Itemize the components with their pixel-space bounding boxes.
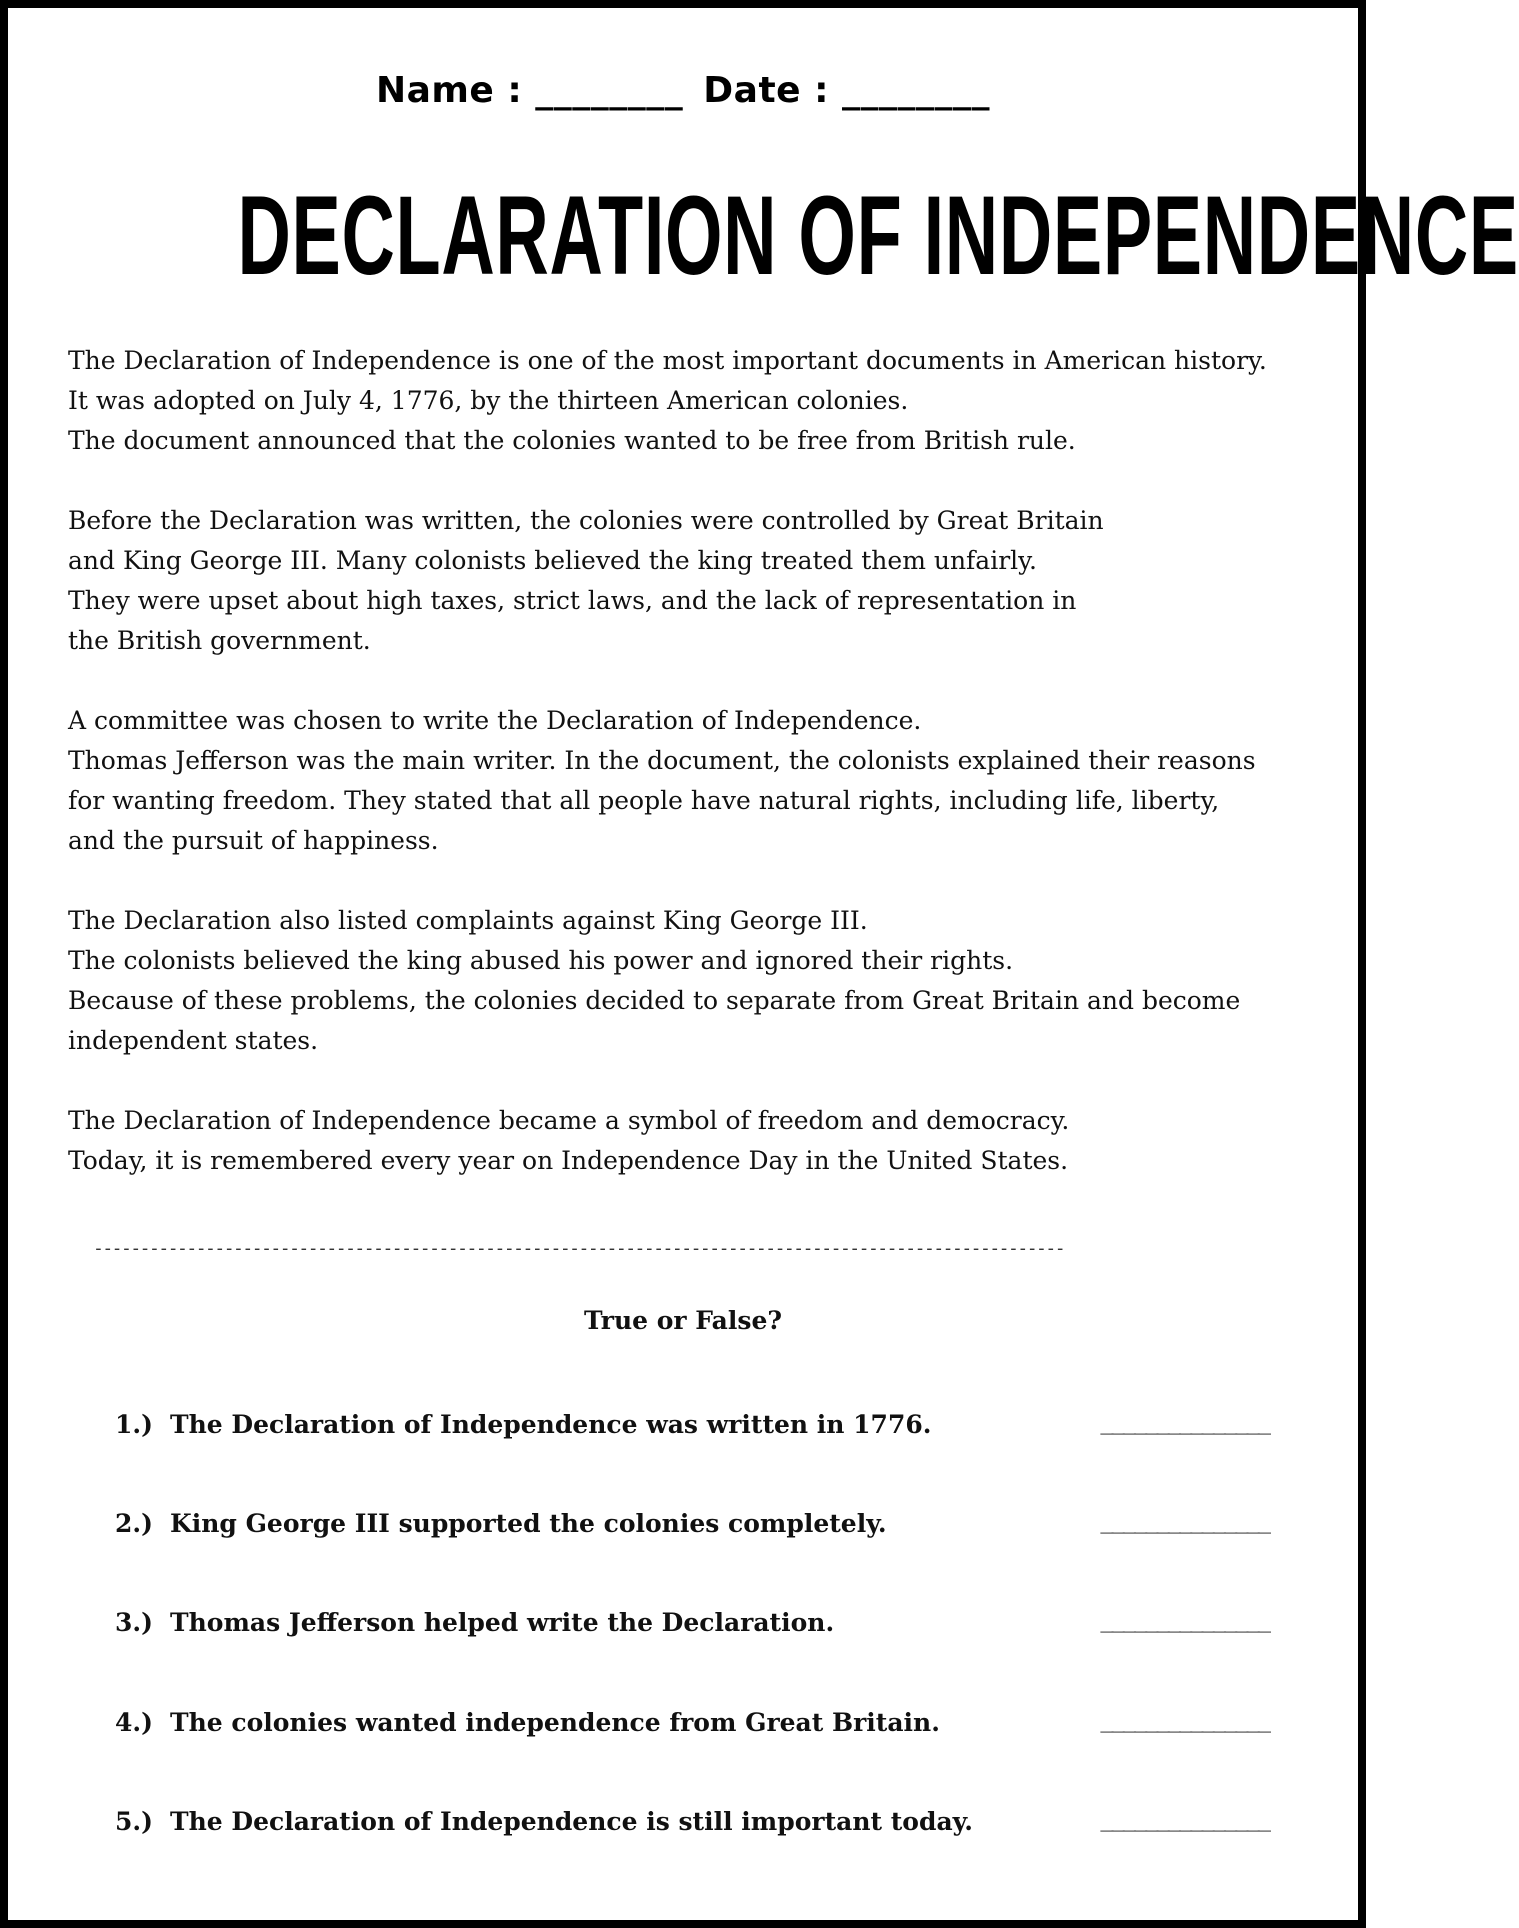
paragraph-line: The Declaration of Independence became a symbol of freedom and democracy. <box>68 1106 1070 1135</box>
paragraph-line: and the pursuit of happiness. <box>68 826 439 855</box>
paragraph-1 <box>68 341 1328 461</box>
paragraph-3 <box>68 701 1328 861</box>
paragraph-line: They were upset about high taxes, strict laws, and the lack of representation in <box>68 586 1077 615</box>
answer-blank[interactable]: _______________ <box>1100 1410 1269 1435</box>
question-text: Thomas Jefferson helped write the Declaration. <box>170 1608 835 1637</box>
paragraph-line: It was adopted on July 4, 1776, by the thirteen American colonies. <box>68 386 909 415</box>
section-divider: -------------------------------------------------------------------------------------------------------- <box>93 1238 1065 1259</box>
question-number: 1.) <box>115 1410 153 1439</box>
paragraph-line: and King George III. Many colonists believed the king treated them unfairly. <box>68 546 1037 575</box>
name-date-header <box>8 70 1358 111</box>
question-text: The Declaration of Independence is still important today. <box>170 1807 974 1836</box>
paragraph-5 <box>68 1101 1328 1181</box>
quiz-question-2 <box>115 1509 1269 1549</box>
quiz-heading: True or False? <box>584 1306 782 1335</box>
paragraph-line: The Declaration also listed complaints against King George III. <box>68 906 868 935</box>
paragraph-line: independent states. <box>68 1026 319 1055</box>
paragraph-line: Thomas Jefferson was the main writer. In the document, the colonists explained their reasons <box>68 746 1256 775</box>
answer-blank[interactable]: _______________ <box>1100 1608 1269 1633</box>
quiz-question-1 <box>115 1410 1269 1450</box>
paragraph-line: The Declaration of Independence is one of the most important documents in American history. <box>68 346 1267 375</box>
question-number: 3.) <box>115 1608 153 1637</box>
paragraph-line: Before the Declaration was written, the colonies were controlled by Great Britain <box>68 506 1104 535</box>
question-text: King George III supported the colonies completely. <box>170 1509 887 1538</box>
paragraph-line: The document announced that the colonies wanted to be free from British rule. <box>68 426 1076 455</box>
paragraph-4 <box>68 901 1328 1061</box>
question-text: The Declaration of Independence was written in 1776. <box>170 1410 932 1439</box>
paragraph-line: for wanting freedom. They stated that all people have natural rights, including life, liberty, <box>68 786 1220 815</box>
paragraph-line: the British government. <box>68 626 371 655</box>
question-number: 2.) <box>115 1509 153 1538</box>
page-title: DECLARATION OF INDEPENDENCE <box>237 173 1519 298</box>
answer-blank[interactable]: _______________ <box>1100 1807 1269 1832</box>
answer-blank[interactable]: _______________ <box>1100 1708 1269 1733</box>
quiz-question-3 <box>115 1608 1269 1648</box>
question-number: 5.) <box>115 1807 153 1836</box>
paragraph-2 <box>68 501 1328 661</box>
reading-passage <box>68 341 1328 1221</box>
quiz-question-4 <box>115 1708 1269 1748</box>
answer-blank[interactable]: _______________ <box>1100 1509 1269 1534</box>
question-text: The colonies wanted independence from Great Britain. <box>170 1708 940 1737</box>
paragraph-line: The colonists believed the king abused his power and ignored their rights. <box>68 946 1014 975</box>
date-field-label: Date : ________ <box>703 70 991 111</box>
question-number: 4.) <box>115 1708 153 1737</box>
quiz-question-5 <box>115 1807 1269 1847</box>
paragraph-line: Because of these problems, the colonies decided to separate from Great Britain and become <box>68 986 1241 1015</box>
paragraph-line: Today, it is remembered every year on Independence Day in the United States. <box>68 1146 1069 1175</box>
name-field-label: Name : ________ <box>375 70 684 111</box>
paragraph-line: A committee was chosen to write the Declaration of Independence. <box>68 706 922 735</box>
